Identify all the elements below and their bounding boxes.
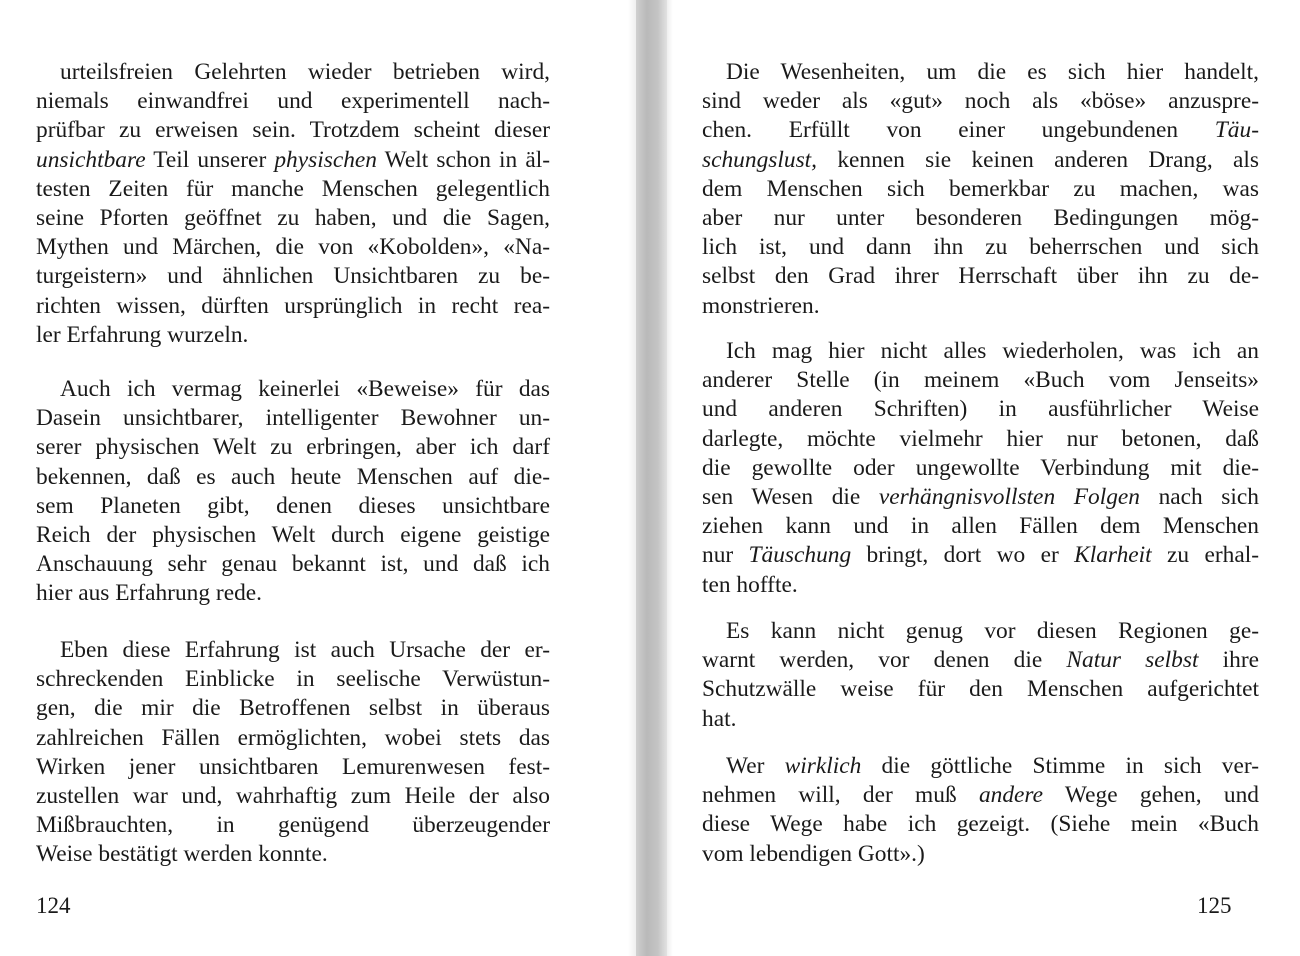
text-line	[702, 87, 1259, 116]
italic-phrase: Täuschung	[748, 542, 852, 569]
text-line	[702, 233, 1259, 262]
text-line	[36, 492, 550, 521]
italic-phrase: schungslust,	[702, 146, 818, 173]
text-line	[36, 811, 550, 840]
text-run: Teil unserer	[145, 146, 275, 173]
text-run: Welt schon in äl-	[376, 146, 550, 173]
paragraph	[702, 337, 1259, 600]
paragraph	[36, 636, 550, 870]
text-run: selbst den Grad ihrer Herrschaft über ihn zu de-	[702, 263, 1259, 290]
text-line	[702, 571, 1259, 600]
text-line	[702, 675, 1259, 704]
italic-phrase: Klarheit	[1074, 542, 1152, 569]
paragraph	[36, 58, 550, 350]
text-line	[702, 512, 1259, 541]
paragraph	[702, 752, 1259, 869]
paragraph	[702, 617, 1259, 734]
text-run: Wege gehen, und	[1043, 782, 1259, 809]
text-line	[36, 579, 550, 608]
text-line	[36, 665, 550, 694]
text-run: Wirken jener unsichtbaren Lemurenwesen fest-	[36, 753, 550, 780]
text-run: gen, die mir die Betroffenen selbst in überaus	[36, 695, 550, 722]
paragraph	[702, 58, 1259, 321]
text-line	[702, 58, 1259, 87]
text-line	[36, 840, 550, 869]
text-run: zu erhal-	[1151, 542, 1259, 569]
text-run: richten wissen, dürften ursprünglich in recht rea-	[36, 292, 550, 319]
italic-phrase: Natur selbst	[1066, 647, 1199, 674]
text-line	[36, 58, 550, 87]
page-number: 125	[1197, 893, 1232, 918]
text-line	[702, 781, 1259, 810]
text-line	[36, 550, 550, 579]
text-run: Dasein unsichtbarer, intelligenter Bewohner un-	[36, 405, 550, 432]
text-run: sen Wesen die	[702, 483, 879, 510]
text-line	[702, 337, 1259, 366]
text-run: Mythen und Märchen, die von «Kobolden», «Na-	[36, 234, 550, 261]
text-run: testen Zeiten für manche Menschen gelegentlich	[36, 175, 550, 202]
text-run: anderer Stelle (in meinem «Buch vom Jenseits»	[702, 367, 1259, 394]
text-run: Die Wesenheiten, um die es sich hier handelt,	[726, 59, 1259, 85]
text-run: bekennen, daß es auch heute Menschen auf die-	[36, 463, 550, 490]
text-run: aber nur unter besonderen Bedingungen mög-	[702, 204, 1259, 231]
text-run: Ich mag hier nicht alles wiederholen, was ich an	[726, 338, 1259, 364]
text-run: prüfbar zu erweisen sein. Trotzdem scheint dieser	[36, 117, 550, 144]
text-run: niemals einwandfrei und experimentell nach-	[36, 88, 550, 115]
text-run: lich ist, und dann ihn zu beherrschen und sich	[702, 234, 1259, 261]
text-line	[702, 292, 1259, 321]
text-line	[36, 404, 550, 433]
text-run: nur	[702, 542, 749, 569]
text-run: dem Menschen sich bemerkbar zu machen, was	[702, 175, 1259, 202]
text-run: darlegte, möchte vielmehr hier nur betonen, daß	[702, 425, 1259, 452]
text-line	[702, 116, 1259, 145]
text-line	[36, 724, 550, 753]
text-line	[36, 233, 550, 262]
text-line	[36, 463, 550, 492]
italic-phrase: unsichtbare	[36, 146, 146, 173]
text-run: Anschauung sehr genau bekannt ist, und daß ich	[36, 551, 550, 578]
text-line	[702, 483, 1259, 512]
text-run: Weise bestätigt werden konnte.	[36, 841, 328, 868]
text-run: serer physischen Welt zu erbringen, aber ich darf	[36, 434, 550, 461]
italic-phrase: verhängnisvollsten Folgen	[878, 483, 1140, 510]
text-run: Mißbrauchten, in genügend überzeugender	[36, 812, 550, 839]
italic-phrase: Täu-	[1214, 117, 1259, 144]
text-line	[36, 694, 550, 723]
text-line	[36, 87, 550, 116]
text-run: sind weder als «gut» noch als «böse» anzuspre-	[702, 88, 1259, 115]
text-line	[36, 175, 550, 204]
text-run: warnt werden, vor denen die	[702, 647, 1067, 674]
italic-phrase: andere	[978, 782, 1044, 809]
text-line	[36, 116, 550, 145]
book-gutter	[636, 0, 667, 956]
text-run: Eben diese Erfahrung ist auch Ursache der er-	[60, 637, 550, 663]
text-line	[702, 752, 1259, 781]
text-run: ziehen kann und in allen Fällen dem Menschen	[702, 513, 1259, 540]
text-run: vom lebendigen Gott».)	[702, 840, 925, 867]
text-run: ten hoffte.	[702, 571, 798, 598]
text-run: diese Wege habe ich gezeigt. (Siehe mein «Buch	[702, 811, 1259, 838]
text-run: schreckenden Einblicke in seelische Verwüstun-	[36, 666, 550, 693]
text-run: die göttliche Stimme in sich ver-	[861, 753, 1259, 779]
text-run: zahlreichen Fällen ermöglichten, wobei stets das	[36, 724, 550, 751]
text-line	[702, 541, 1259, 570]
text-line	[36, 321, 550, 350]
text-line	[702, 454, 1259, 483]
italic-phrase: wirklich	[784, 753, 862, 779]
text-line	[36, 433, 550, 462]
text-line	[702, 395, 1259, 424]
text-line	[702, 840, 1259, 869]
text-run: chen. Erfüllt von einer ungebundenen	[702, 117, 1215, 144]
text-run: zustellen war und, wahrhaftig zum Heile der also	[36, 782, 550, 809]
text-run: monstrieren.	[702, 292, 820, 319]
left-page	[0, 0, 636, 956]
page-number: 124	[36, 893, 71, 918]
text-line	[36, 292, 550, 321]
text-run: hier aus Erfahrung rede.	[36, 580, 263, 607]
text-line	[36, 375, 550, 404]
text-line	[36, 753, 550, 782]
text-line	[702, 646, 1259, 675]
text-run: ler Erfahrung wurzeln.	[36, 321, 249, 348]
text-line	[36, 782, 550, 811]
text-run: kennen sie keinen anderen Drang, als	[817, 146, 1259, 173]
text-run: Schutzwälle weise für den Menschen aufgerichtet	[702, 676, 1259, 703]
text-line	[702, 175, 1259, 204]
text-run: Auch ich vermag keinerlei «Beweise» für das	[60, 376, 550, 402]
text-line	[36, 146, 550, 175]
text-run: sem Planeten gibt, denen dieses unsichtbare	[36, 492, 550, 519]
text-run: Es kann nicht genug vor diesen Regionen ge-	[726, 618, 1259, 644]
text-run: turgeistern» und ähnlichen Unsichtbaren zu be-	[36, 263, 550, 290]
text-line	[702, 705, 1259, 734]
text-run: ihre	[1198, 647, 1259, 674]
text-run: urteilsfreien Gelehrten wieder betrieben wird,	[60, 59, 550, 85]
text-line	[702, 425, 1259, 454]
text-run: nehmen will, der muß	[702, 782, 979, 809]
text-line	[702, 262, 1259, 291]
text-run: bringt, dort wo er	[851, 542, 1075, 569]
text-line	[702, 366, 1259, 395]
text-line	[702, 810, 1259, 839]
text-run: seine Pforten geöffnet zu haben, und die Sagen,	[36, 204, 550, 231]
right-page	[667, 0, 1300, 956]
text-line	[702, 146, 1259, 175]
paragraph	[36, 375, 550, 609]
text-line	[702, 617, 1259, 646]
text-run: Reich der physischen Welt durch eigene geistige	[36, 521, 550, 548]
italic-phrase: physischen	[274, 146, 377, 173]
text-run: Wer	[726, 753, 785, 779]
page-edge-shadow	[628, 0, 636, 956]
text-run: und anderen Schriften) in ausführlicher Weise	[702, 396, 1259, 423]
text-line	[702, 204, 1259, 233]
text-line	[36, 204, 550, 233]
text-line	[36, 262, 550, 291]
text-line	[36, 521, 550, 550]
text-run: hat.	[702, 705, 737, 732]
text-run: nach sich	[1139, 483, 1259, 510]
text-line	[36, 636, 550, 665]
text-run: die gewollte oder ungewollte Verbindung mit die-	[702, 454, 1259, 481]
